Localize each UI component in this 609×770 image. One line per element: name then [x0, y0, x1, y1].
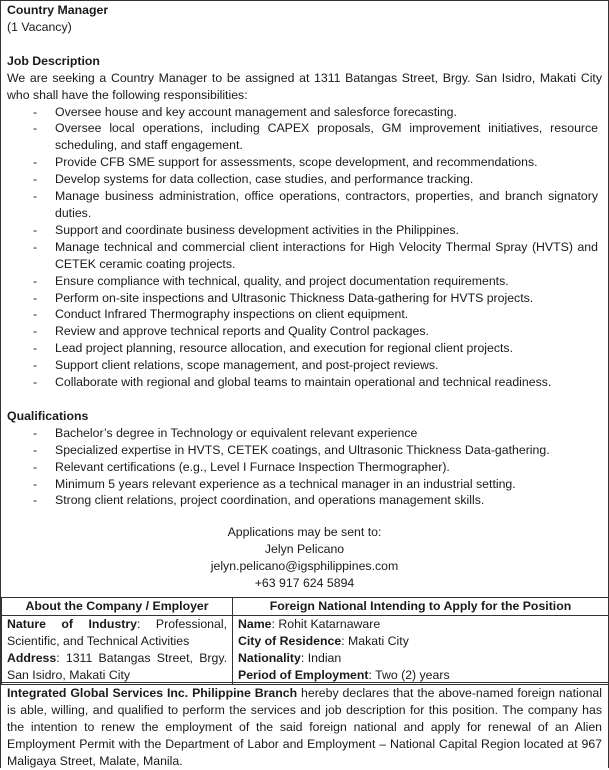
qualifications-list [7, 425, 602, 510]
qualification-item: - Strong client relations, project coordination, and operations management skills. [7, 492, 602, 509]
responsibility-item: - Support and coordinate business development activities in the Philippines. [7, 222, 602, 239]
qualification-item: - Relevant certifications (e.g., Level I Furnace Inspection Thermographer). [7, 459, 602, 476]
address-label: Address [7, 650, 57, 665]
fn-nationality-row: Nationality: Indian [238, 650, 342, 665]
responsibility-item: - Perform on-site inspections and Ultrasonic Thickness Data-gathering for HVTS projects. [7, 290, 602, 307]
contact-block [7, 524, 602, 592]
contact-name: Jelyn Pelicano [264, 542, 345, 557]
fn-period-label: Period of Employment [238, 667, 369, 682]
responsibility-item: - Review and approve technical reports and Quality Control packages. [7, 323, 602, 340]
foreign-national-heading: Foreign National Intending to Apply for the Position [233, 598, 609, 616]
declaration-text: hereby declares that the above-named foreign national is able, willing, and qualified to perform the services and job description for this position. The company has the intention to renew the employment of the said foreign national and apply for renewal of an Alien Employment Permit with the Department of Labor and Employment – National Capital Region located at 967 Maligaya Street, Malate, Manila. [7, 686, 603, 768]
declaration-company: Integrated Global Services Inc. Philippine Branch [7, 686, 298, 700]
responsibility-item: - Provide CFB SME support for assessments, scope development, and recommendations. [7, 154, 602, 171]
fn-name-row: Name: Rohit Katarnaware [238, 616, 381, 631]
responsibility-item: - Support client relations, scope management, and post-project reviews. [7, 357, 602, 374]
qualifications-heading: Qualifications [7, 408, 89, 423]
employer-details [2, 615, 233, 684]
fn-nationality-value: Indian [307, 650, 342, 665]
vacancy-count: (1 Vacancy) [7, 19, 72, 34]
job-title: Country Manager [7, 3, 109, 17]
address-row: Address: 1311 Batangas Street, Brgy. San Isidro, Makati City [7, 650, 227, 682]
fn-nationality-label: Nationality [238, 650, 301, 665]
responsibility-item: - Lead project planning, resource allocation, and execution for regional client projects. [7, 340, 602, 357]
qualification-item: - Bachelor’s degree in Technology or equivalent relevant experience [7, 425, 602, 442]
responsibility-item: - Manage business administration, office operations, contractors, properties, and branch signatory duties. [7, 188, 602, 222]
employer-table [1, 597, 609, 685]
contact-email: jelyn.pelicano@igsphilippines.com [210, 559, 399, 574]
responsibility-item: - Conduct Infrared Thermography inspections on client equipment. [7, 306, 602, 323]
industry-label: Nature of Industry [7, 616, 138, 631]
responsibilities-list [7, 104, 602, 391]
fn-city-row: City of Residence: Makati City [238, 633, 409, 648]
fn-name-label: Name [238, 616, 272, 631]
qualification-item: - Minimum 5 years relevant experience as a technical manager in an industrial setting. [7, 476, 602, 493]
address-value: 1311 Batangas Street, Brgy. San Isidro, Makati City [7, 650, 227, 682]
qualification-item: - Specialized expertise in HVTS, CETEK coatings, and Ultrasonic Thickness Data-gathering. [7, 442, 602, 459]
responsibility-item: - Ensure compliance with technical, quality, and project documentation requirements. [7, 273, 602, 290]
industry-value: Professional, Scientific, and Technical Activities [7, 616, 227, 648]
responsibility-item: - Develop systems for data collection, case studies, and performance tracking. [7, 171, 602, 188]
contact-intro: Applications may be sent to: [227, 525, 382, 540]
employer-heading: About the Company / Employer [2, 598, 233, 616]
fn-city-label: City of Residence [238, 633, 342, 648]
responsibility-item: - Oversee local operations, including CAPEX proposals, GM improvement initiatives, resource scheduling, and staff engagement. [7, 120, 602, 154]
fn-period-value: Two (2) years [375, 667, 450, 682]
job-description-heading: Job Description [7, 53, 100, 68]
job-section [1, 1, 608, 592]
industry-row: Nature of Industry: Professional, Scientific, and Technical Activities [7, 616, 227, 648]
responsibility-item: - Manage technical and commercial client interactions for High Velocity Thermal Spray (HVTS) and CETEK ceramic coating projects. [7, 239, 602, 273]
responsibility-item: - Oversee house and key account management and salesforce forecasting. [7, 104, 602, 121]
fn-name-value: Rohit Katarnaware [278, 616, 381, 631]
declaration-paragraph [1, 682, 608, 770]
responsibility-item: - Collaborate with regional and global teams to maintain operational and technical readiness. [7, 374, 602, 391]
job-intro: We are seeking a Country Manager to be assigned at 1311 Batangas Street, Brgy. San Isidro, Makati City who shall have the following responsibilities: [7, 70, 602, 102]
foreign-national-details [233, 615, 609, 684]
fn-period-row: Period of Employment: Two (2) years [238, 667, 450, 682]
fn-city-value: Makati City [348, 633, 409, 648]
contact-phone: +63 917 624 5894 [254, 576, 355, 591]
